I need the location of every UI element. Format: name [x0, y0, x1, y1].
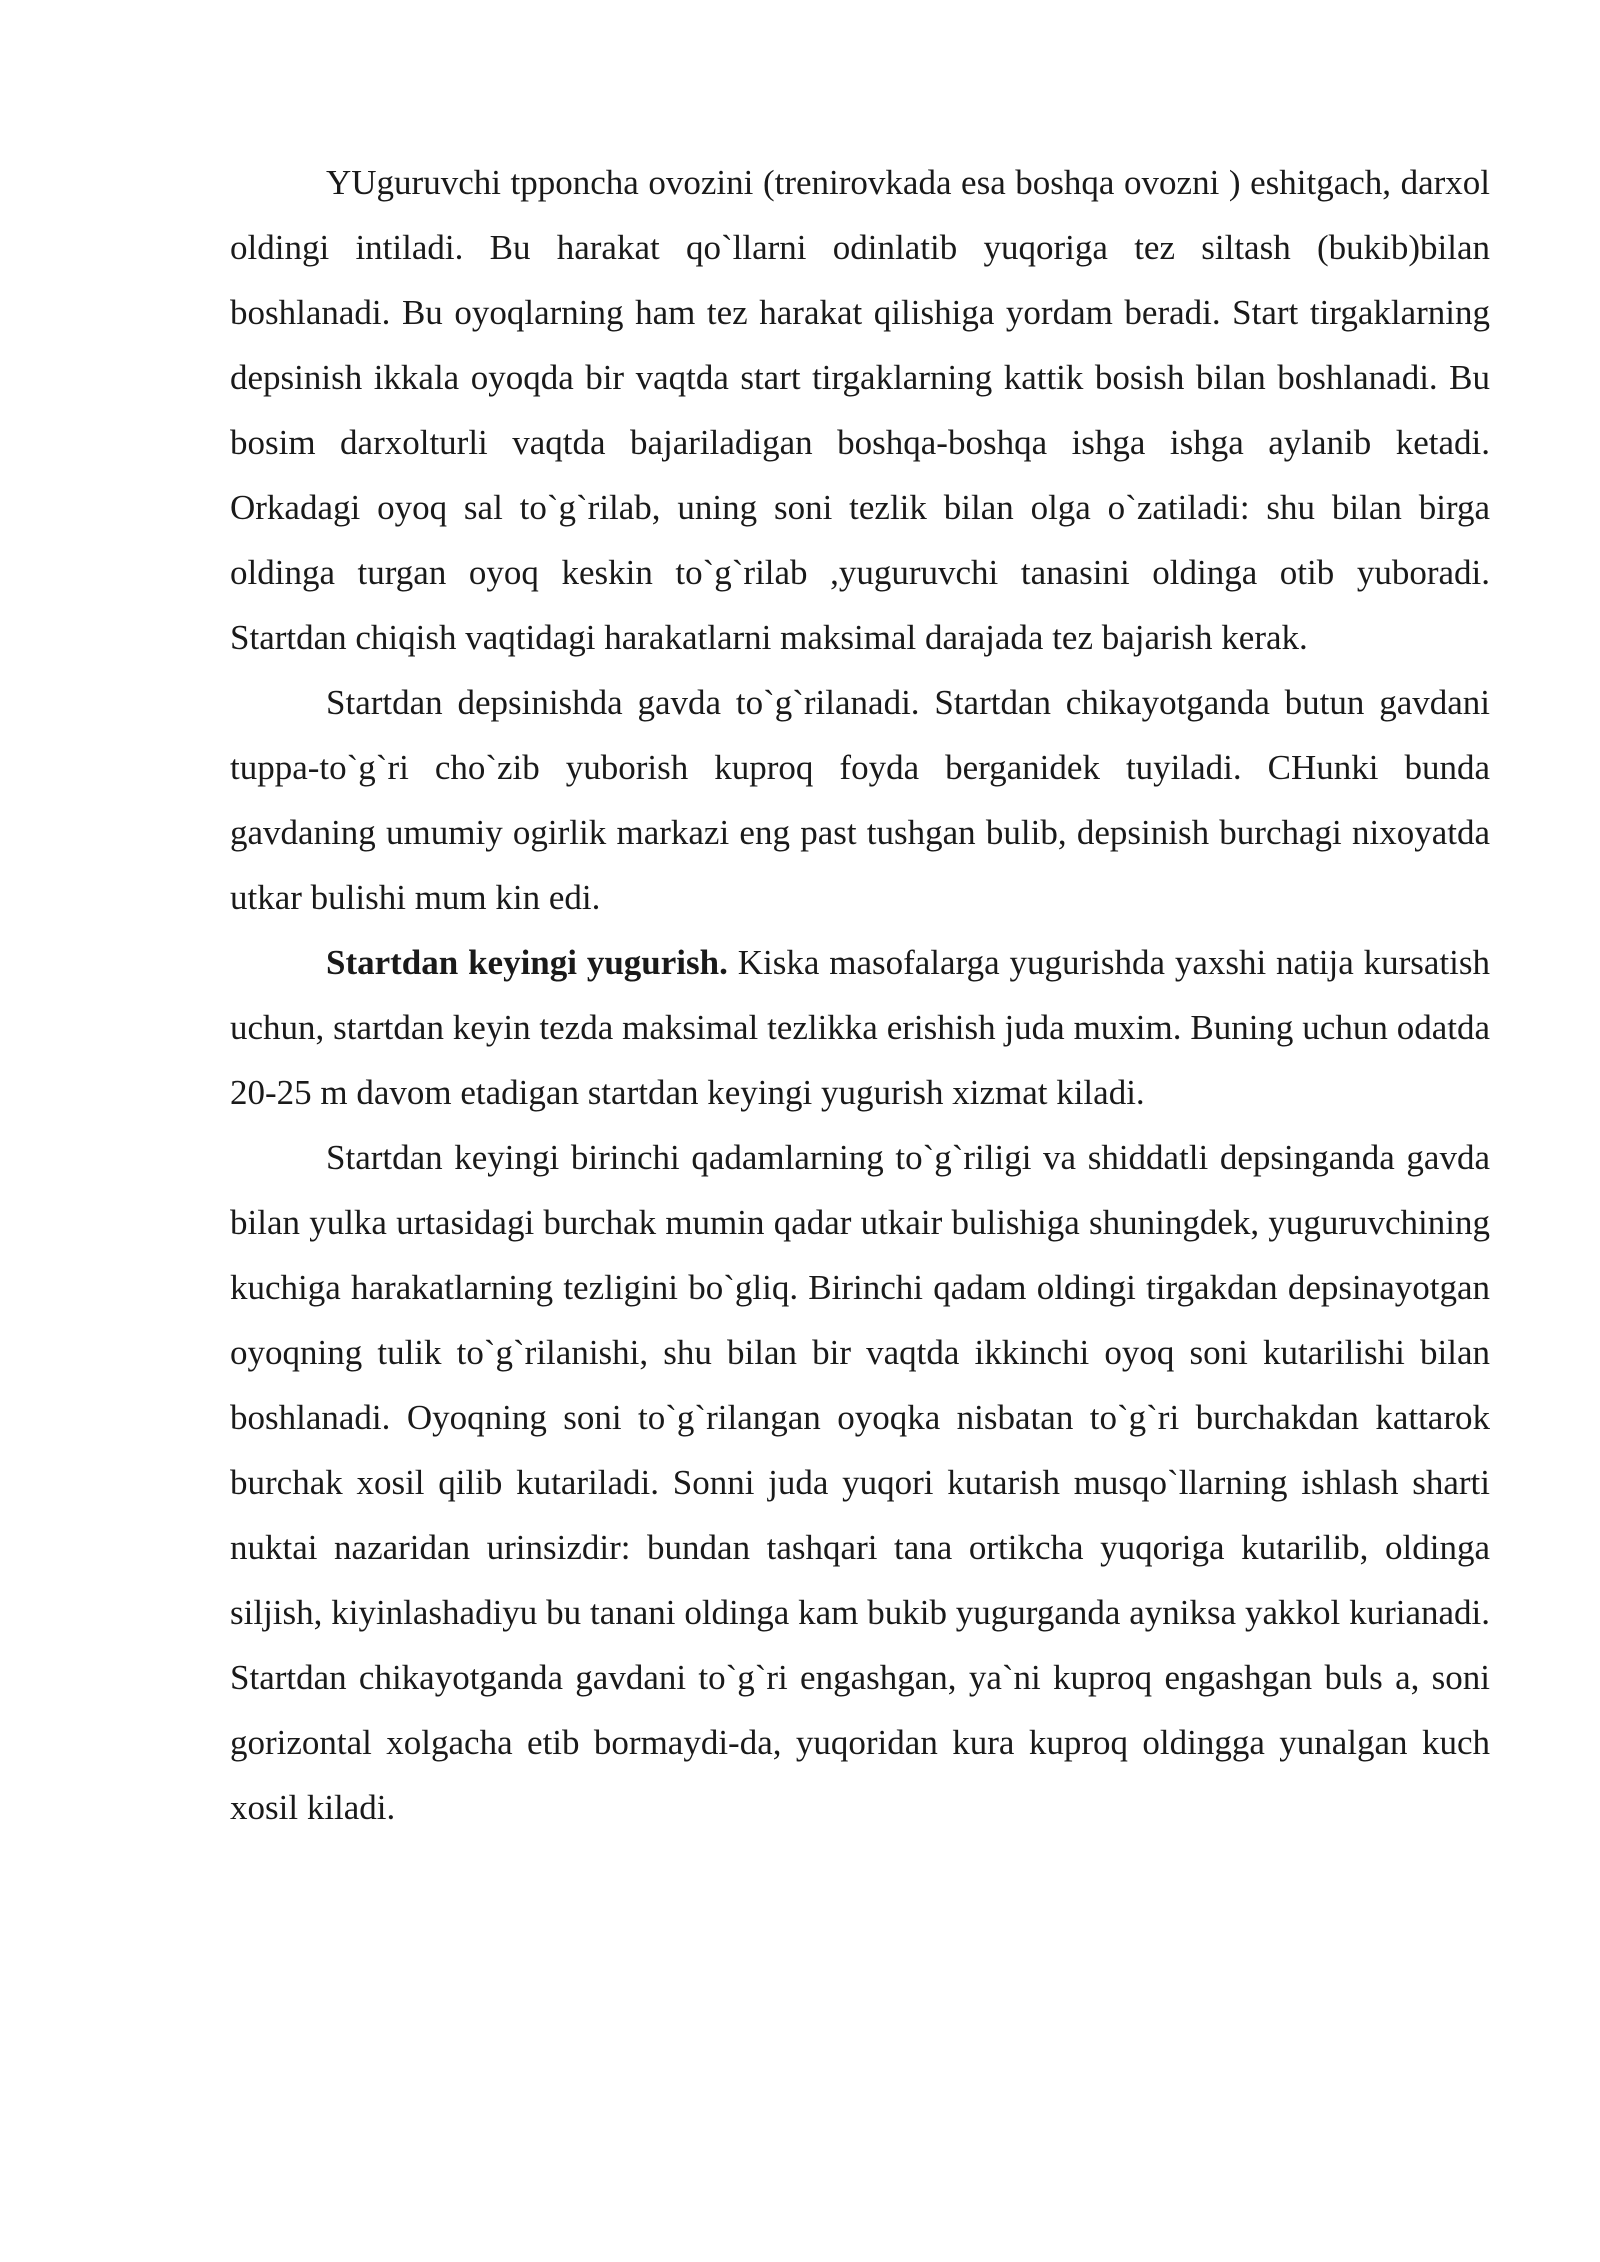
paragraph-3-text: Kiska masofalarga yugurishda yaxshi natija kursatish uchun, startdan keyin tezda maksimal tezlikka erishish juda muxim. Buning uchun odatda 20-25 m davom etadigan startdan keyingi yugurish xizmat kiladi. — [230, 943, 1491, 1112]
section-heading: Startdan keyingi yugurish. — [326, 943, 728, 982]
paragraph-4-text: Startdan keyingi birinchi qadamlarning to`g`riligi va shiddatli depsinganda gavda bilan yulka urtasidagi burchak mumin qadar utkair bulishiga shuningdek, yuguruvchining kuchiga harakatlarning tezligini bo`gliq. Birinchi qadam oldingi tirgakdan depsinayotgan oyoqning tulik to`g`rilanishi, shu bilan bir vaqtda ikkinchi oyoq soni kutarilishi bilan boshlanadi. Oyoqning soni to`g`rilangan oyoqka nisbatan to`g`ri burchakdan kattarok burchak xosil qilib kutariladi. Sonni juda yuqori kutarish musqo`llarning ishlash sharti nuktai nazaridan urinsizdir: bundan tashqari tana ortikcha yuqoriga kutarilib, oldinga siljish, kiyinlashadiyu bu tanani oldinga kam bukib yugurganda ayniksa yakkol kurianadi. Startdan chikayotganda gavdani to`g`ri engashgan, ya`ni kuproq engashgan buls a, soni gorizontal xolgacha etib bormaydi-da, yuqoridan kura kuproq oldingga yunalgan kuch xosil kiladi. — [230, 1138, 1490, 1827]
paragraph-1 — [230, 150, 1490, 670]
paragraph-2 — [230, 670, 1490, 930]
paragraph-3 — [230, 930, 1490, 1125]
paragraph-2-text: Startdan depsinishda gavda to`g`rilanadi. Startdan chikayotganda butun gavdani tuppa-to`g`ri cho`zib yuborish kuproq foyda berganidek tuyiladi. CHunki bunda gavdaning umumiy ogirlik markazi eng past tushgan bulib, depsinish burchagi nixoyatda utkar bulishi mum kin edi. — [230, 683, 1490, 917]
paragraph-4 — [230, 1125, 1490, 1840]
document-body — [230, 150, 1490, 1840]
paragraph-1-text: YUguruvchi tpponcha ovozini (trenirovkada esa boshqa ovozni ) eshitgach, darxol oldingi intiladi. Bu harakat qo`llarni odinlatib yuqoriga tez siltash (bukib)bilan boshlanadi. Bu oyoqlarning ham tez harakat qilishiga yordam beradi. Start tirgaklarning depsinish ikkala oyoqda bir vaqtda start tirgaklarning kattik bosish bilan boshlanadi. Bu bosim darxolturli vaqtda bajariladigan boshqa-boshqa ishga ishga aylanib ketadi. Orkadagi oyoq sal to`g`rilab, uning soni tezlik bilan olga o`zatiladi: shu bilan birga oldinga turgan oyoq keskin to`g`rilab ,yuguruvchi tanasini oldinga otib yuboradi. Startdan chiqish vaqtidagi harakatlarni maksimal darajada tez bajarish kerak. — [230, 163, 1490, 657]
